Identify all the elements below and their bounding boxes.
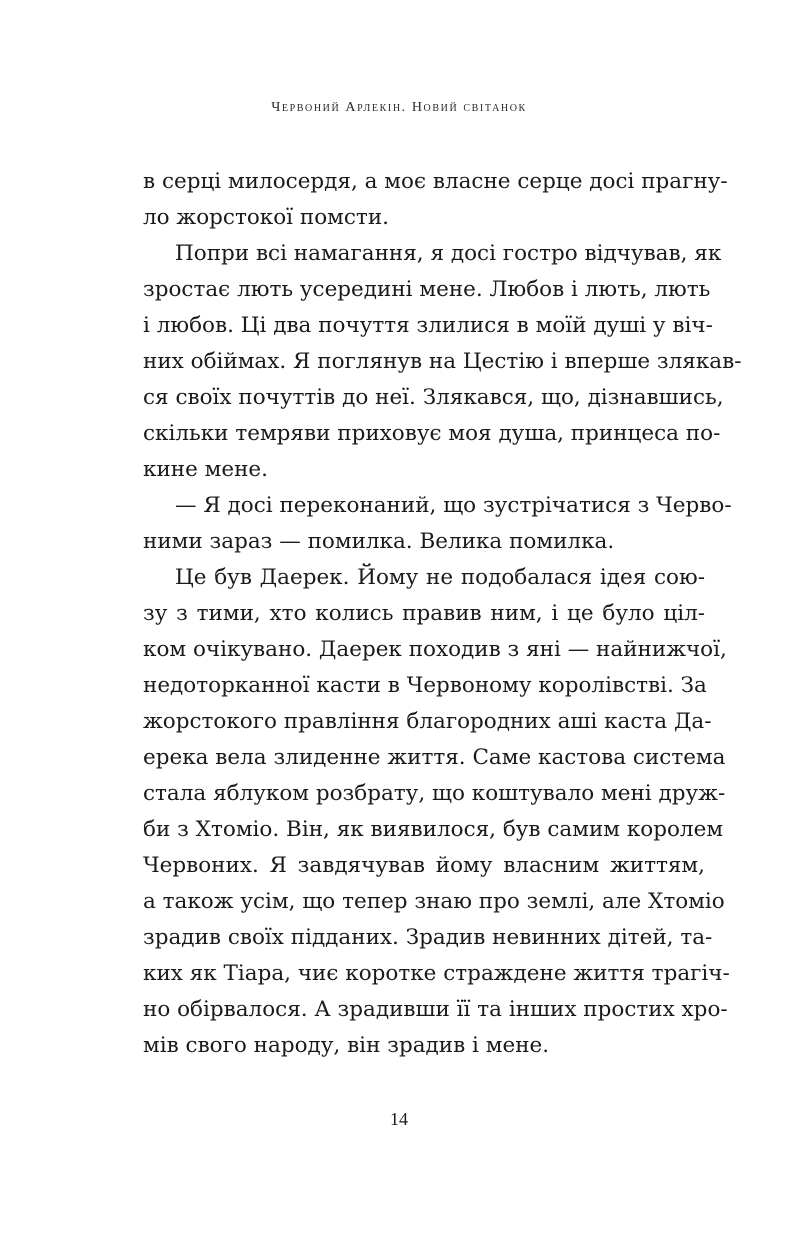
- text-line: скільки темряви приховує моя душа, принцеса по-: [143, 421, 721, 446]
- text-line: в серці милосердя, а моє власне серце досі прагну-: [143, 169, 728, 194]
- text-line: ком очікувано. Даерек походив з яні — найнижчої,: [143, 637, 727, 662]
- body-text: [143, 164, 742, 1064]
- text-line: ся своїх почуттів до неї. Злякався, що, дізнавшись,: [143, 385, 724, 410]
- text-line: ерека вела злиденне життя. Саме кастова система: [143, 745, 726, 770]
- text-line: мів свого народу, він зрадив і мене.: [143, 1033, 550, 1058]
- page-number: 14: [390, 1109, 408, 1129]
- text-line: них обіймах. Я поглянув на Цестію і вперше злякав-: [143, 349, 742, 374]
- text-line: кине мене.: [143, 457, 268, 482]
- text-line: зрадив своїх підданих. Зрадив невинних дітей, та-: [143, 925, 713, 950]
- text-line: Це був Даерек. Йому не подобалася ідея сою-: [175, 565, 705, 590]
- text-line: жорстокого правління благородних аші каста Да-: [143, 709, 712, 734]
- text-line: ло жорстокої помсти.: [143, 205, 389, 230]
- text-line: ких як Тіара, чиє коротке страждене життя трагіч-: [143, 961, 730, 986]
- text-line: — Я досі переконаний, що зустрічатися з Черво-: [175, 493, 732, 518]
- text-line: недоторканної касти в Червоному королівстві. За: [143, 673, 707, 698]
- running-head: Червоний Арлекін. Новий світанок: [271, 100, 527, 115]
- text-line: но обірвалося. А зрадивши її та інших простих хро-: [143, 997, 728, 1022]
- text-line: Червоних. Я завдячував йому власним життям,: [143, 853, 705, 878]
- text-line: стала яблуком розбрату, що коштувало мені друж-: [143, 781, 726, 806]
- text-line: а також усім, що тепер знаю про землі, але Хтоміо: [143, 889, 725, 914]
- text-line: зростає лють усередині мене. Любов і лють, лють: [143, 277, 711, 302]
- text-line: ними зараз — помилка. Велика помилка.: [143, 529, 615, 554]
- text-line: би з Хтоміо. Він, як виявилося, був самим королем: [143, 817, 724, 842]
- text-line: і любов. Ці два почуття злилися в моїй душі у віч-: [143, 313, 713, 338]
- text-line: зу з тими, хто колись правив ним, і це було ціл-: [143, 601, 705, 626]
- text-line: Попри всі намагання, я досі гостро відчував, як: [175, 241, 722, 266]
